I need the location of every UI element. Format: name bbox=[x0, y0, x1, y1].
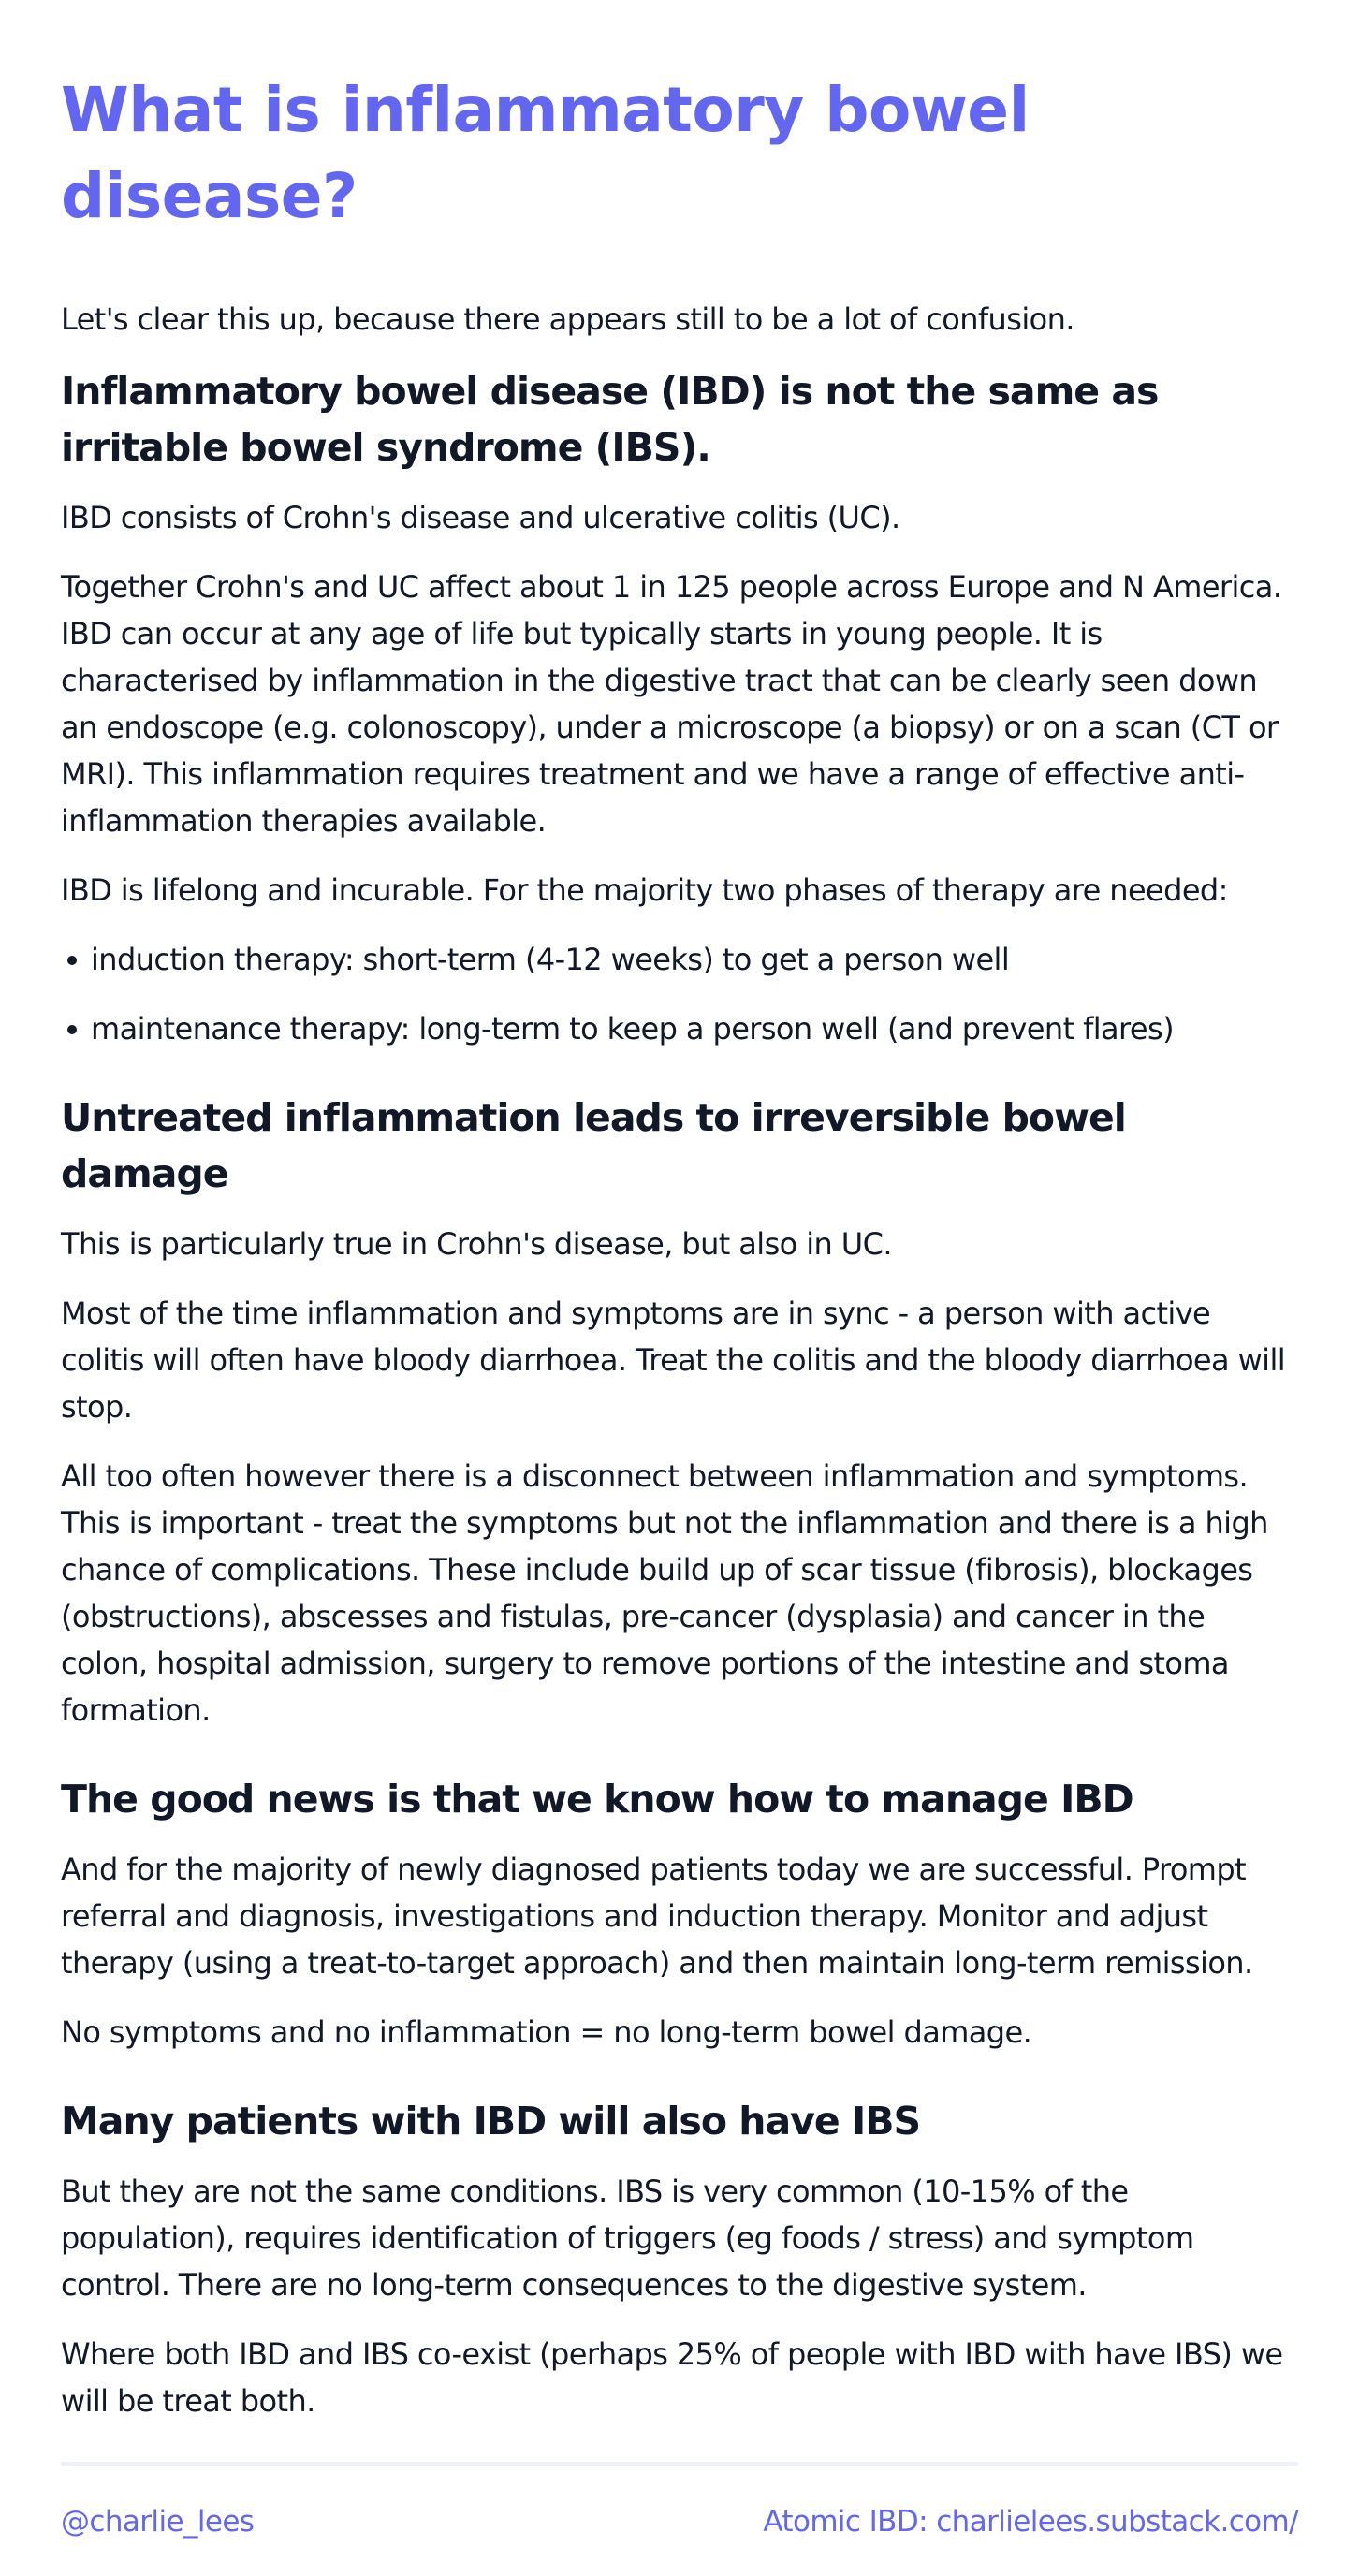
list-item bbox=[91, 1005, 1298, 1052]
body-paragraph: IBD is lifelong and incurable. For the majority two phases of therapy are needed: bbox=[61, 872, 1228, 908]
footer bbox=[61, 2505, 1298, 2539]
substack-site-link[interactable]: Atomic IBD: charlielees.substack.com/ bbox=[763, 2505, 1298, 2539]
section-heading: Inflammatory bowel disease (IBD) is not the same as irritable bowel syndrome (IBS). bbox=[61, 369, 1159, 470]
section-ibd-vs-ibs bbox=[61, 363, 1298, 1052]
list-item-text: maintenance therapy: long-term to keep a person well (and prevent flares) bbox=[91, 1011, 1174, 1046]
section-heading: Many patients with IBD will also have IBS bbox=[61, 2099, 920, 2144]
bullet-icon bbox=[67, 956, 77, 965]
body-paragraph: Most of the time inflammation and symptoms are in sync - a person with active colitis will often have bloody diarrhoea. Treat the colitis and the bloody diarrhoea will stop. bbox=[61, 1295, 1286, 1425]
page-title: What is inflammatory bowel disease? bbox=[61, 74, 1030, 232]
section-heading: The good news is that we know how to manage IBD bbox=[61, 1777, 1133, 1822]
body-paragraph: This is particularly true in Crohn's disease, but also in UC. bbox=[61, 1226, 892, 1262]
therapy-phases-list bbox=[61, 936, 1298, 1052]
list-item bbox=[91, 936, 1298, 983]
body-paragraph: All too often however there is a disconnect between inflammation and symptoms. This is important - treat the symptoms but not the inflammation and there is a high chance of complications. These include build up of scar tissue (fibrosis), blockages (obstructions), abscesses and fistulas, pre-cancer (dysplasia) and cancer in the colon, hospital admission, surgery to remove portions of the intestine and stoma formation. bbox=[61, 1458, 1268, 1728]
intro-paragraph: Let's clear this up, because there appears still to be a lot of confusion. bbox=[61, 301, 1074, 337]
section-ibd-and-ibs bbox=[61, 2093, 1298, 2424]
body-paragraph: No symptoms and no inflammation = no long-term bowel damage. bbox=[61, 2014, 1032, 2050]
section-untreated-inflammation bbox=[61, 1090, 1298, 1734]
author-handle-link[interactable]: @charlie_lees bbox=[61, 2505, 255, 2539]
section-heading: Untreated inflammation leads to irreversible bowel damage bbox=[61, 1095, 1126, 1196]
body-paragraph: Where both IBD and IBS co-exist (perhaps 25% of people with IBD with have IBS) we will be treat both. bbox=[61, 2336, 1283, 2419]
section-good-news bbox=[61, 1771, 1298, 2056]
body-paragraph: But they are not the same conditions. IBS is very common (10-15% of the population), requires identification of triggers (eg foods / stress) and symptom control. There are no long-term consequences to the digestive system. bbox=[61, 2174, 1194, 2303]
body-paragraph: IBD consists of Crohn's disease and ulcerative colitis (UC). bbox=[61, 500, 900, 535]
bullet-icon bbox=[67, 1025, 77, 1034]
footer-divider bbox=[61, 2462, 1298, 2466]
body-paragraph: Together Crohn's and UC affect about 1 in 125 people across Europe and N America. IBD can occur at any age of life but typically starts in young people. It is characterised by inflammation in the digestive tract that can be clearly seen down an endoscope (e.g. colonoscopy), under a microscope (a biopsy) or on a scan (CT or MRI). This inflammation requires treatment and we have a range of effective anti-inflammation therapies available. bbox=[61, 569, 1282, 839]
list-item-text: induction therapy: short-term (4-12 weeks) to get a person well bbox=[91, 942, 1010, 977]
body-paragraph: And for the majority of newly diagnosed patients today we are successful. Prompt referral and diagnosis, investigations and induction therapy. Monitor and adjust therapy (using a treat-to-target approach) and then maintain long-term remission. bbox=[61, 1852, 1253, 1981]
